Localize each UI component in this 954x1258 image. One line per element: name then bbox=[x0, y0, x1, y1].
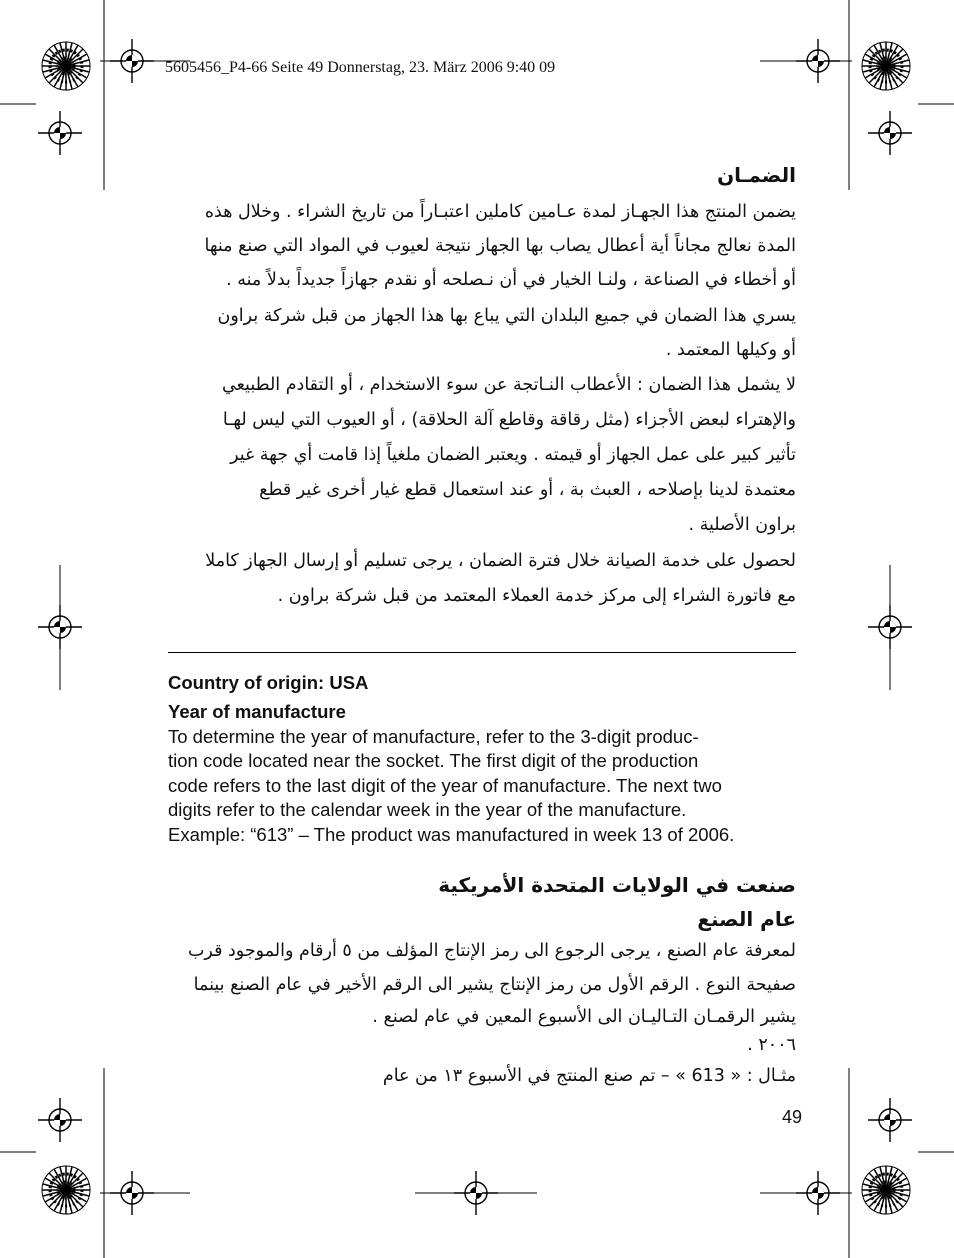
arabic-warranty-line: والإهتراء لبعض الأجزاء (مثل رقاقة وقاطع آلة الحلاقة) ، أو العيوب التي ليس لهـا bbox=[222, 410, 796, 430]
arabic-origin-line: يشير الرقمـان التـاليـان الى الأسبوع المعين في عام لصنع . bbox=[372, 1007, 796, 1027]
arabic-warranty-line: أو أخطاء في الصناعة ، ولنـا الخيار في أن نـصلحه أو نقدم جهازاً جديداً بدلاً منه . bbox=[226, 270, 796, 290]
arabic-country-of-origin: صنعت في الولايات المتحدة الأمريكية bbox=[438, 873, 796, 897]
country-of-origin: Country of origin: USA bbox=[168, 672, 369, 693]
english-body-line: To determine the year of manufacture, refer to the 3-digit produc- bbox=[168, 726, 699, 747]
arabic-warranty-line: تأثير كبير على عمل الجهاز أو قيمته . ويعتبر الضمان ملغياً إذا قامت أي جهة غير bbox=[230, 445, 796, 465]
section-divider bbox=[168, 652, 796, 653]
arabic-warranty-line: أو وكيلها المعتمد . bbox=[665, 340, 796, 360]
english-body-line: digits refer to the calendar week in the year of the manufacture. bbox=[168, 799, 687, 820]
page-number: 49 bbox=[782, 1107, 803, 1127]
print-header-slug: 5605456_P4-66 Seite 49 Donnerstag, 23. März 2006 9:40 09 bbox=[165, 59, 556, 76]
arabic-warranty-line: لحصول على خدمة الصيانة خلال فترة الضمان ، يرجى تسليم أو إرسال الجهاز كاملا bbox=[205, 551, 796, 571]
arabic-warranty-line: براون الأصلية . bbox=[688, 515, 796, 535]
arabic-origin-line: لمعرفة عام الصنع ، يرجى الرجوع الى رمز الإنتاج المؤلف من ٥ أرقام والموجود قرب bbox=[187, 941, 796, 961]
arabic-warranty-title: الضمـان bbox=[717, 163, 796, 187]
arabic-year-heading: عام الصنع bbox=[697, 907, 796, 931]
english-body-line: code refers to the last digit of the year of manufacture. The next two bbox=[168, 775, 722, 796]
arabic-origin-line: ٢٠٠٦ . bbox=[747, 1035, 796, 1055]
year-of-manufacture-heading: Year of manufacture bbox=[168, 701, 346, 722]
arabic-warranty-line: لا يشمل هذا الضمان : الأعطاب النـاتجة عن سوء الاستخدام ، أو التقادم الطبيعي bbox=[222, 375, 796, 395]
arabic-origin-line: مثـال : « 613 » – تم صنع المنتج في الأسبوع ١٣ من عام bbox=[382, 1066, 796, 1086]
arabic-warranty-line: مع فاتورة الشراء إلى مركز خدمة العملاء المعتمد من قبل شركة براون . bbox=[277, 586, 796, 606]
arabic-warranty-line: المدة نعالج مجاناً أية أعطال يصاب بها الجهاز نتيجة لعيوب في المواد التي صنع منها bbox=[204, 236, 796, 256]
arabic-warranty-line: يسري هذا الضمان في جميع البلدان التي يباع بها هذا الجهاز من قبل شركة براون bbox=[217, 306, 796, 326]
arabic-warranty-line: معتمدة لدينا بإصلاحه ، العبث بة ، أو عند استعمال قطع غيار أخرى غير قطع bbox=[259, 480, 796, 500]
english-body-line: tion code located near the socket. The first digit of the production bbox=[168, 750, 699, 771]
english-body-line: Example: “613” – The product was manufactured in week 13 of 2006. bbox=[168, 824, 735, 845]
arabic-warranty-line: يضمن المنتج هذا الجهـاز لمدة عـامين كاملين اعتبـاراً من تاريخ الشراء . وخلال هذه bbox=[204, 202, 796, 222]
arabic-origin-line: صفيحة النوع . الرقم الأول من رمز الإنتاج يشير الى الرقم الأخير في عام الصنع بينما bbox=[193, 975, 796, 995]
